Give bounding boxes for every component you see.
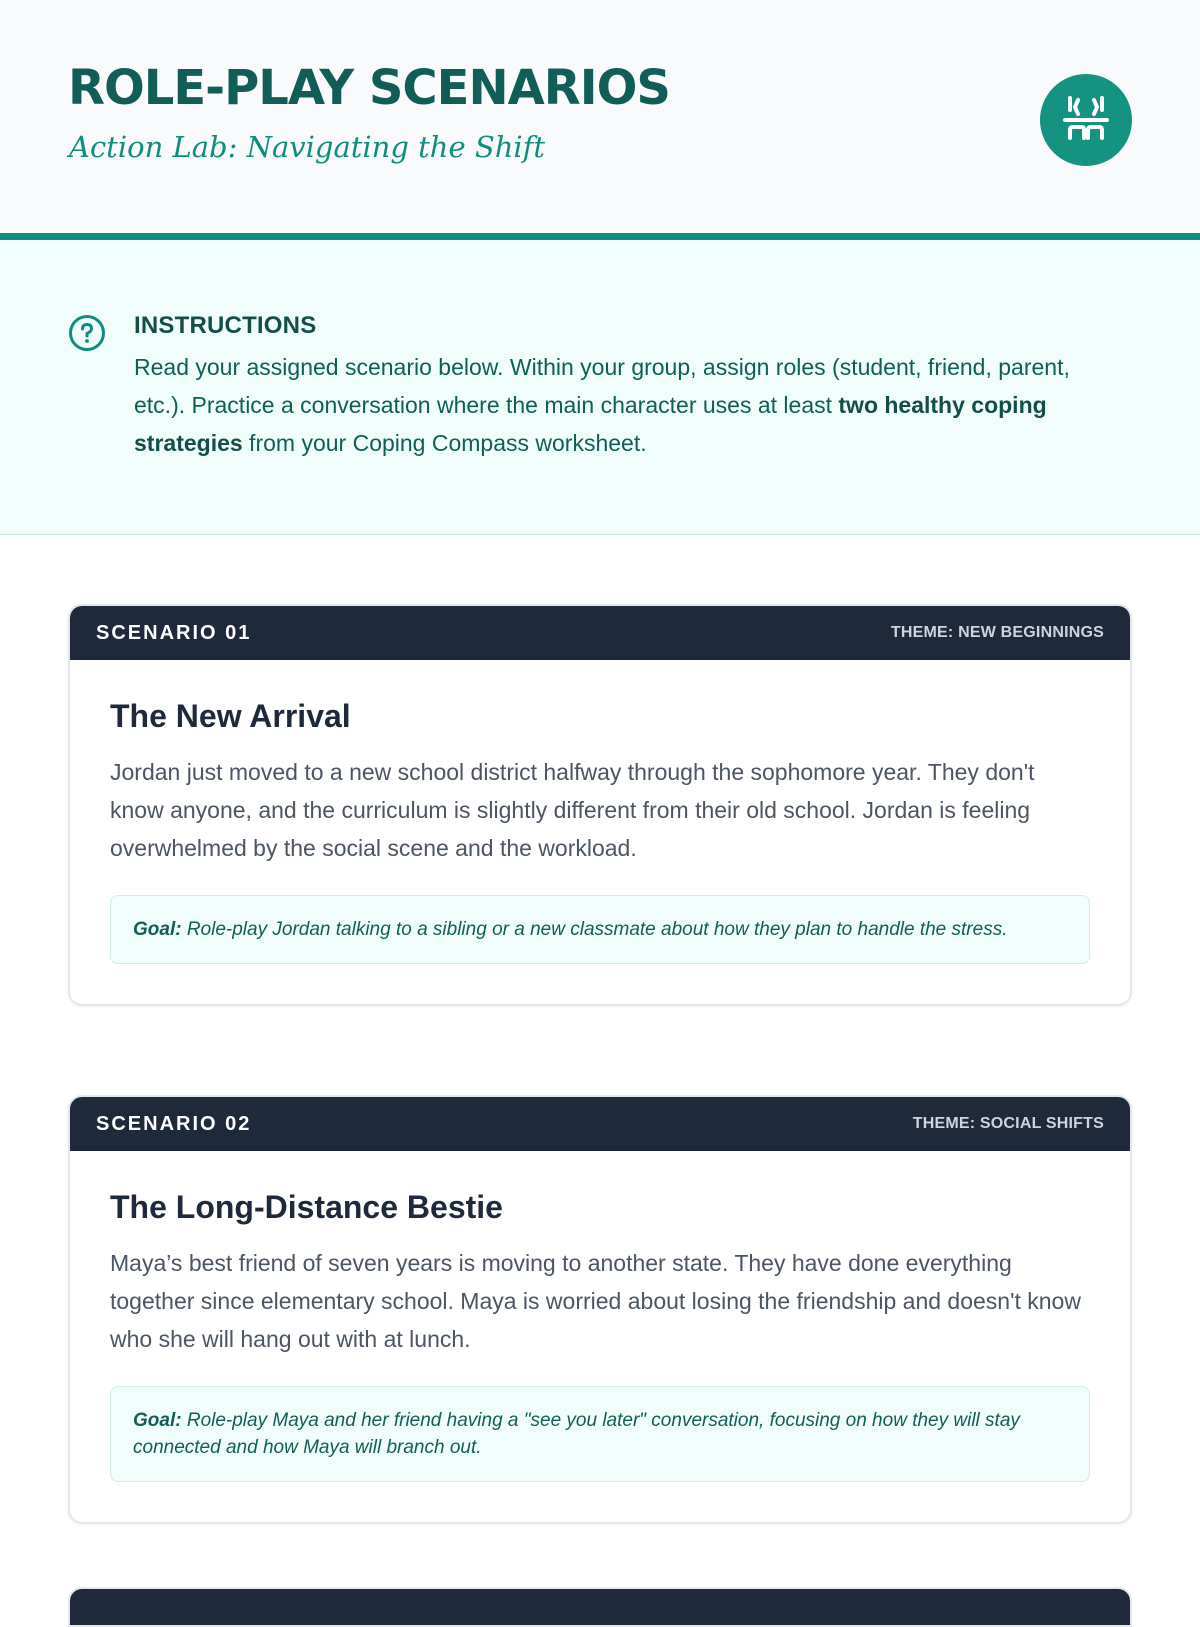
scenario-card-bar (70, 606, 1130, 660)
scenario-card-partial (68, 1587, 1132, 1627)
scenario-description: Maya’s best friend of seven years is moving to another state. They have done everything together since elementary school. Maya is worried about losing the friendship and doesn't know who she will hang out with at lunch. (110, 1250, 1081, 1352)
scenario-card-body (70, 1151, 1130, 1522)
instructions-text (134, 348, 1124, 462)
scenario-theme: THEME: NEW BEGINNINGS (890, 624, 1104, 641)
scenario-title: The New Arrival (110, 698, 351, 734)
goal-label: Goal: (133, 1410, 182, 1431)
scenario-card (68, 604, 1132, 1006)
page-header (0, 0, 1200, 240)
page-subtitle: Action Lab: Navigating the Shift (69, 130, 546, 164)
scenario-card (68, 1095, 1132, 1524)
goal-text: Role-play Maya and her friend having a "see you later" conversation, focusing on how they will stay connected and how Maya will branch out. (133, 1410, 1020, 1458)
goal-label: Goal: (133, 919, 182, 940)
page-title: ROLE-PLAY SCENARIOS (68, 60, 670, 116)
scenario-card-bar (70, 1097, 1130, 1151)
scenario-label: SCENARIO 01 (96, 621, 252, 644)
instructions-text-part2: from your Coping Compass worksheet. (242, 430, 647, 456)
scenario-card-body (70, 660, 1130, 1004)
theater-masks-icon (1040, 74, 1132, 166)
scenario-goal (110, 1386, 1090, 1482)
scenario-goal (110, 895, 1090, 964)
scenario-description: Jordan just moved to a new school district halfway through the sophomore year. They don't know anyone, and the curriculum is slightly different from their old school. Jordan is feeling overwhelmed by the social scene and the workload. (110, 759, 1035, 861)
goal-text: Role-play Jordan talking to a sibling or a new classmate about how they plan to handle the stress. (181, 919, 1008, 940)
instructions-text-bold: two healthy coping strategies (134, 392, 1047, 456)
scenario-label: SCENARIO 02 (96, 1112, 252, 1135)
scenario-theme: THEME: SOCIAL SHIFTS (912, 1115, 1104, 1132)
instructions-heading: INSTRUCTIONS (134, 312, 317, 339)
question-circle-icon (68, 314, 106, 352)
instructions-content (134, 312, 1124, 462)
instructions-text-part1: Read your assigned scenario below. Within your group, assign roles (student, friend, parent, etc.). Practice a conversation where the main character uses at least (134, 354, 1070, 418)
scenario-title: The Long-Distance Bestie (110, 1189, 503, 1225)
